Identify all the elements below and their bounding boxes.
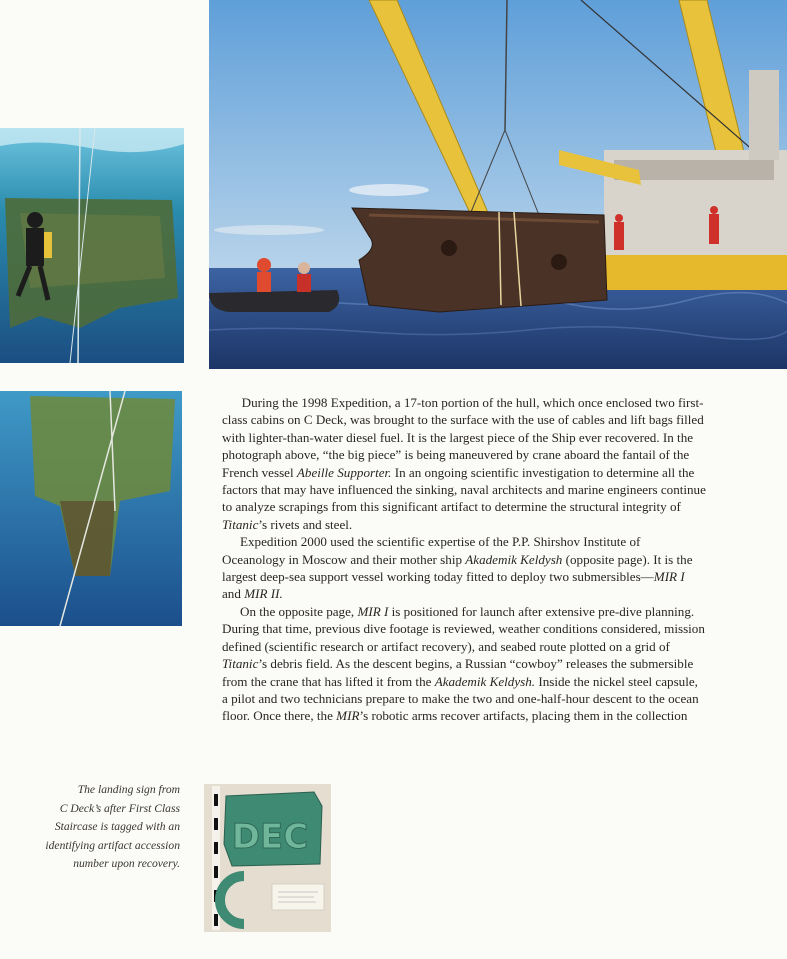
crane-hull-photo — [209, 0, 787, 369]
text-run: (opposite page). It is the largest deep-sea support vessel working today fitted to deploy two submersibles— — [222, 551, 693, 585]
text-run: ’s debris field. As the descent begins, a Russian “cowboy” releases the submersible from the crane that has lifted it from the — [222, 656, 694, 689]
italic-run: MIR I — [357, 603, 389, 619]
italic-run: Titanic — [222, 656, 259, 672]
italic-run: MIR II. — [244, 586, 283, 602]
text-run: In an ongoing scientific investigation to determine all the factors that may have influenced the sinking, naval architects and marine engineers continue to analyze scrapings from this significant artifact to determine the structural integrity of — [222, 464, 706, 515]
text-run: During the 1998 Expedition, a 17-ton portion of the hull, which once enclosed two first-class cabins on C Deck, was brought to the surface with the use of cables and lift bags filled with lighter-than-water diesel fuel. It is the largest piece of the Ship ever recovered. In the photograph above, “the big piece” is being maneuvered by crane aboard the fantail of the French vessel — [222, 395, 704, 480]
photo-caption — [40, 781, 180, 874]
sign-text: DEC — [231, 817, 309, 857]
italic-run: Titanic — [222, 516, 259, 532]
italic-run: Akademik Keldysh — [465, 551, 563, 567]
paragraph-mir-launch — [222, 603, 706, 725]
text-run: On the opposite page, — [240, 603, 358, 619]
paragraph-1998-expedition — [222, 394, 706, 533]
caption-line: Staircase is tagged with an — [54, 820, 180, 834]
text-run: Inside the nickel steel capsule, a pilot and two technicians prepare to make the two and one-half-hour descent to the ocean floor. Once there, the — [222, 673, 699, 724]
caption-line: identifying artifact accession — [45, 838, 180, 852]
caption-line: The landing sign from — [77, 783, 180, 796]
italic-run: Akademik Keldysh. — [434, 673, 536, 689]
italic-run: MIR I — [653, 569, 685, 585]
caption-line: number upon recovery. — [73, 857, 180, 871]
paragraph-expedition-2000 — [222, 533, 706, 603]
text-run: ’s robotic arms recover artifacts, placing them in the collection — [359, 708, 688, 724]
hull-lift-underwater-photo — [0, 391, 182, 626]
text-run: is positioned for launch after extensive pre-dive planning. During that time, previous dive footage is reviewed, weather conditions considered, mission defined (scientific research or artifact recovery), and seabed route plotted on a grid of — [222, 603, 705, 654]
article-body — [222, 394, 706, 725]
landing-sign-photo — [204, 784, 331, 932]
caption-line: C Deck’s after First Class — [59, 801, 180, 815]
diver-underwater-photo — [0, 128, 184, 363]
italic-run: MIR — [336, 708, 360, 724]
italic-run: Abeille Supporter. — [296, 464, 392, 480]
text-run: and — [222, 586, 245, 602]
text-run: ’s rivets and steel. — [258, 516, 353, 532]
text-run: Expedition 2000 used the scientific expertise of the P.P. Shirshov Institute of Oceanology in Moscow and their mother ship — [222, 534, 641, 567]
